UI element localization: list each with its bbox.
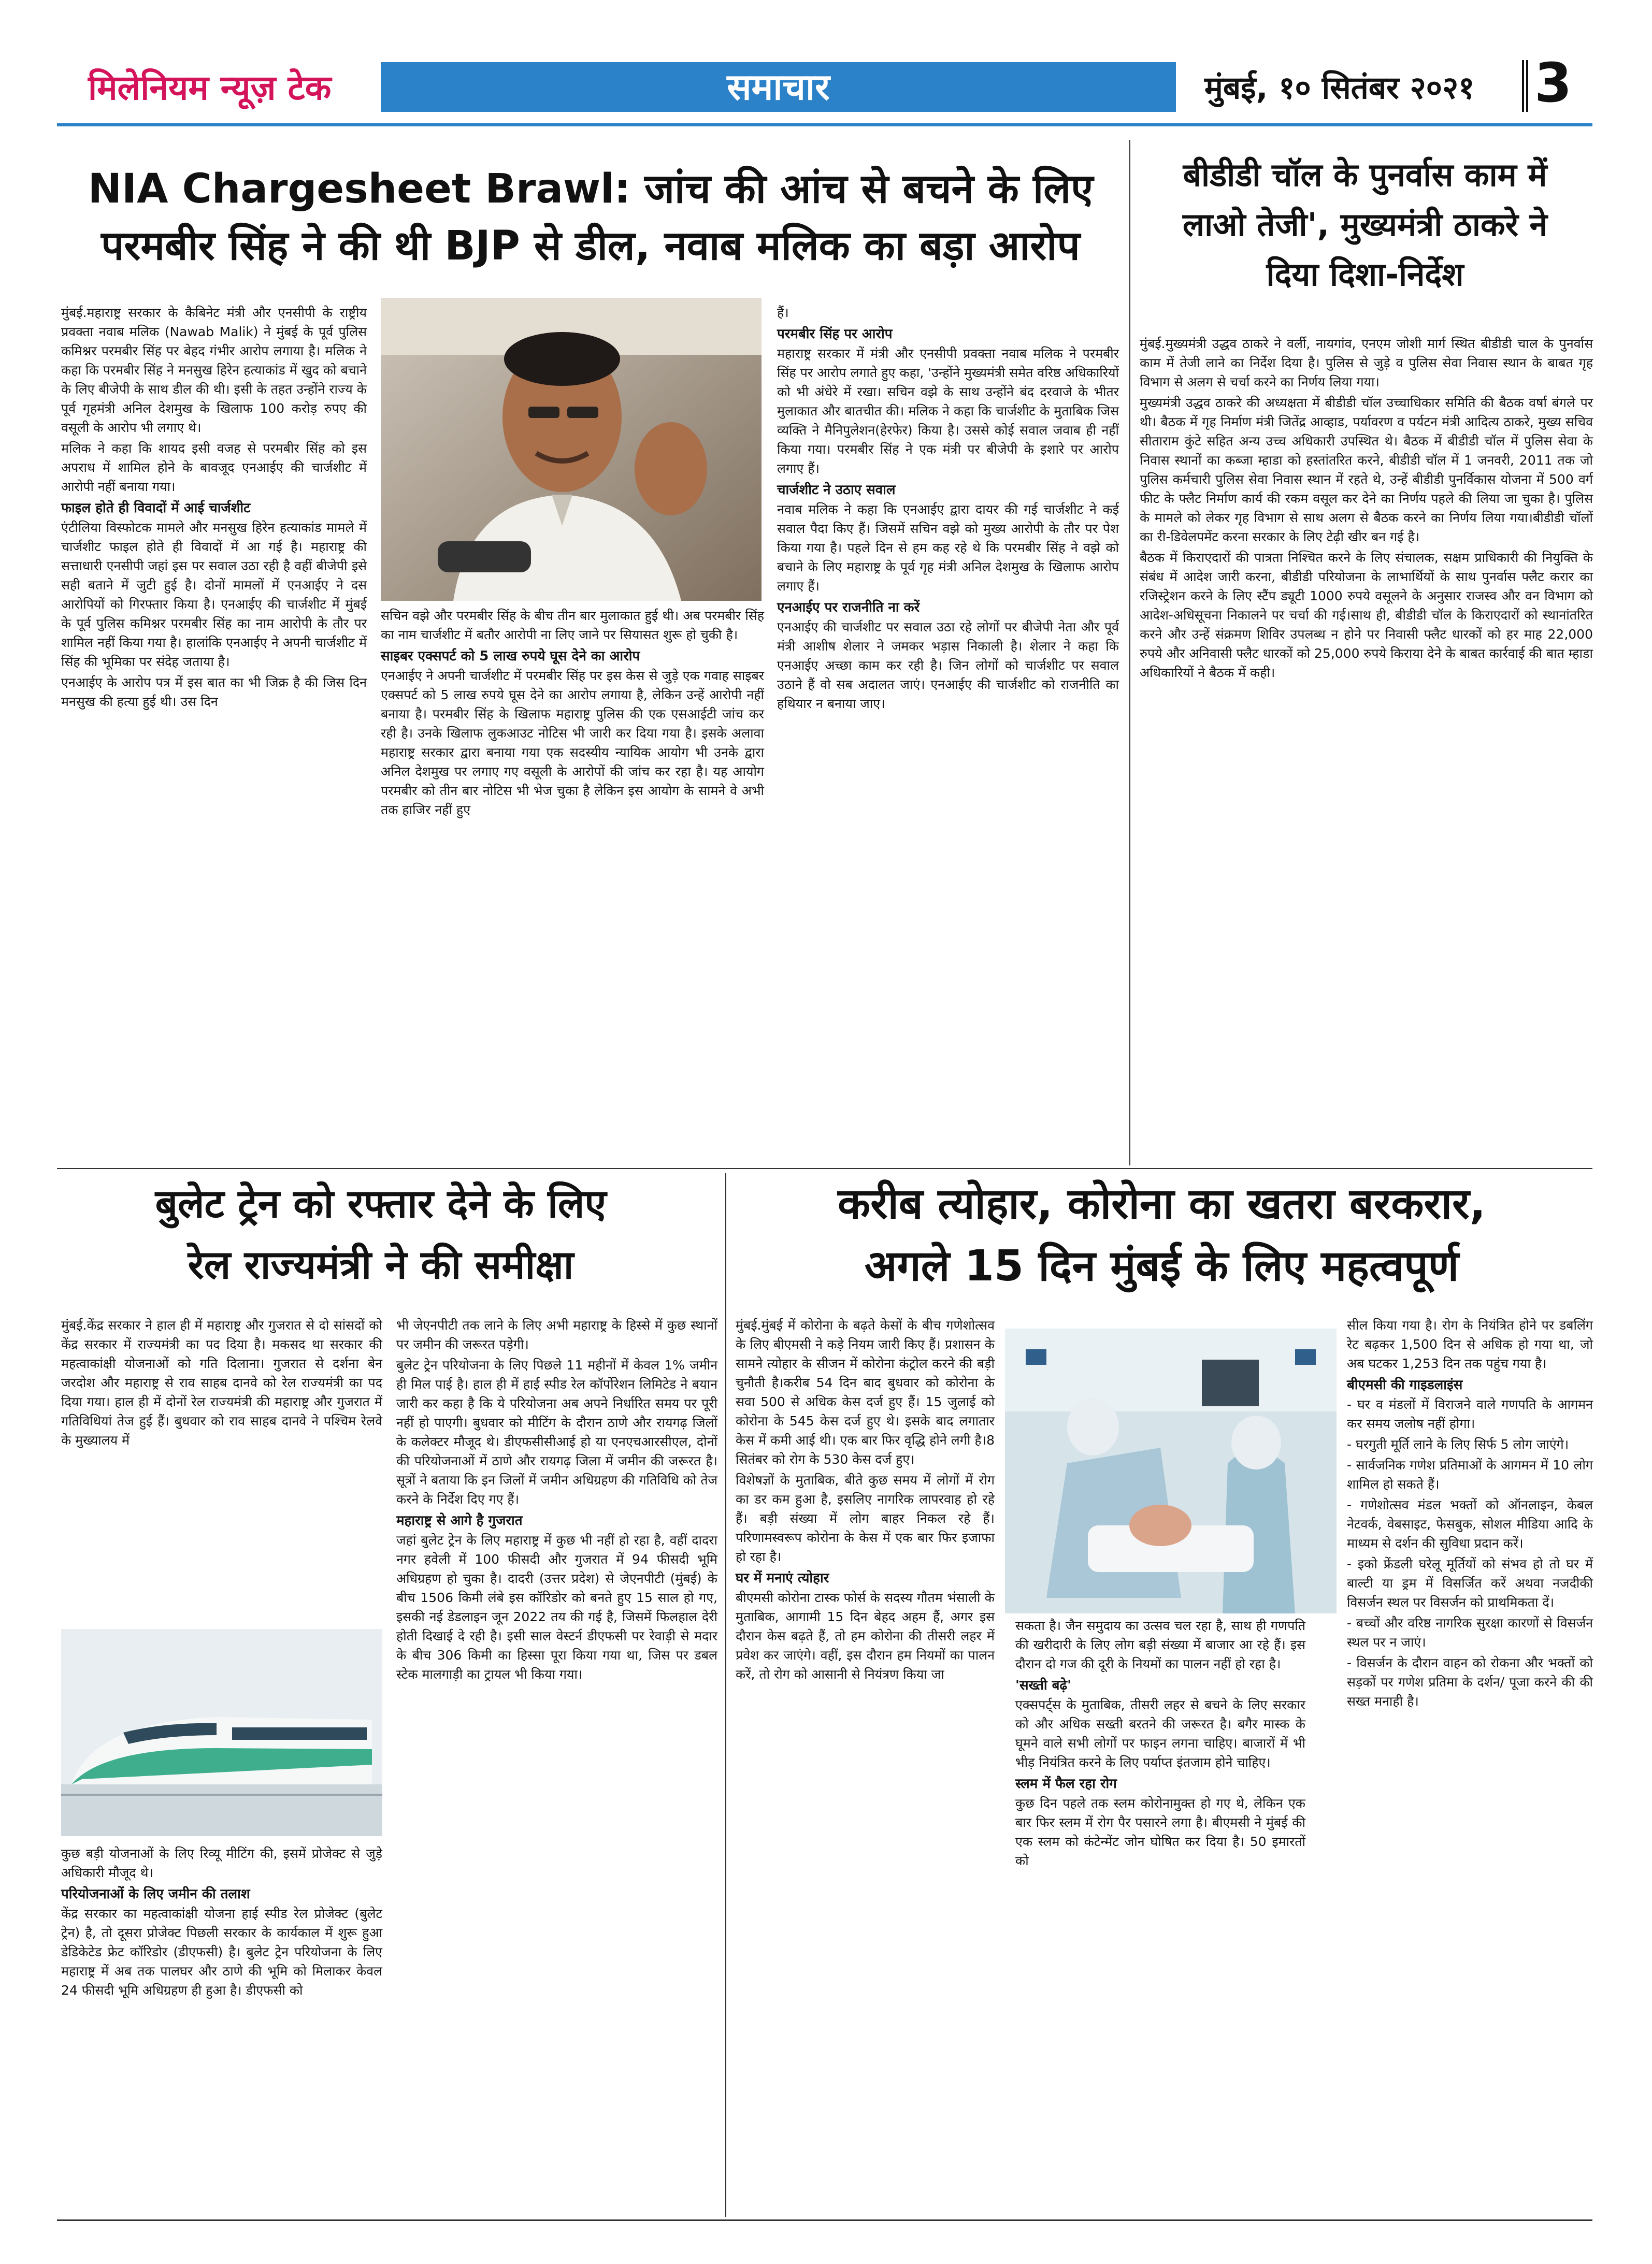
story2-headline-line1: बीडीडी चॉल के पुनर्वास काम में xyxy=(1183,156,1547,194)
masthead-rule xyxy=(57,123,1592,126)
story1-headline-line2: परमबीर सिंह ने की थी BJP से डील, नवाब मलिक का बड़ा आरोप xyxy=(101,223,1080,269)
story3-headline xyxy=(57,1173,705,1295)
guideline-item: - बच्चों और वरिष्ठ नागरिक सुरक्षा कारणों से विसर्जन स्थल पर न जाएं। xyxy=(1347,1616,1593,1650)
bottom-rule xyxy=(57,2219,1592,2221)
story1-col3 xyxy=(777,303,1119,715)
nawab-malik-photo xyxy=(381,298,762,601)
story1-col1 xyxy=(61,303,367,713)
story2-headline xyxy=(1137,150,1593,299)
subheading: फाइल होते ही विवादों में आई चार्जशीट xyxy=(61,500,251,516)
guideline-item: - इको फ्रेंडली घरेलू मूर्तियों को संभव हो तो घर में बाल्टी या ड्रम में विसर्जित करें अथवा नजदीकी विसर्जन स्थल पर विसर्जन को प्राथमिकता दें। xyxy=(1347,1556,1593,1610)
section-banner xyxy=(381,62,1176,112)
paragraph: मुंबई.मुंबई में कोरोना के बढ़ते केसों के बीच गणेशोत्सव के लिए बीएमसी ने कड़े नियम जारी किए हैं। प्रशासन के सामने त्योहार के सीजन में कोरोना कंट्रोल करने की बड़ी चुनौती है।करीब 54 दिन बाद बुधवार को कोरोना के सवा 500 से अधिक केस दर्ज हुए हैं। 15 जुलाई को कोरोना के 545 केस दर्ज हुए थे। इसके बाद लगातार केस में कमी आई थी। एक बार फिर वृद्धि होने लगी है।8 सितंबर को रोग के 530 केस दर्ज हुए। xyxy=(736,1318,995,1467)
paragraph: महाराष्ट्र सरकार में मंत्री और एनसीपी प्रवक्ता नवाब मलिक ने परमबीर सिंह पर आरोप लगाते हुए कहा, 'उन्होंने मुख्यमंत्री समेत वरिष्ठ अधिकारियों को भी अंधेरे में रखा। सचिन वझे के साथ उन्होंने बंद दरवाजे के भीतर मुलाकात और बातचीत की। मलिक ने कहा कि चार्जशीट के मुताबिक जिस व्यक्ति ने मैनिपुलेशन(हेरफेर) किया है। उससे कोई सवाल जवाब ही नहीं किया गया। परमबीर सिंह ने एक मंत्री पर बीजेपी के इशारे पर आरोप लगाए हैं। xyxy=(777,346,1119,476)
story4-headline-line2: अगले 15 दिन मुंबई के लिए महत्वपूर्ण xyxy=(864,1242,1459,1291)
paragraph: एनआईए के आरोप पत्र में इस बात का भी जिक्र है की जिस दिन मनसुख की हत्या हुई थी। उस दिन xyxy=(61,675,367,709)
subheading: एनआईए पर राजनीति ना करें xyxy=(777,600,920,615)
paragraph: जहां बुलेट ट्रेन के लिए महाराष्ट्र में कुछ भी नहीं हो रहा है, वहीं दादरा नगर हवेली में 100 फीसदी और गुजरात में 94 फीसदी भूमि अधिग्रहण हो चुका है। दादरी (उत्तर प्रदेश) से जेएनपीटी (मुंबई) के बीच 1506 किमी लंबे इस कॉरिडोर को बनते हुए 15 साल हो गए, इसकी नई डेडलाइन जून 2022 तय की गई है, जिसमें फिलहाल देरी होती दिखाई दे रही है। इसी साल वेस्टर्न डीएफसी पर रेवाड़ी से मदार के बीच 306 किमी का हिस्सा पूरा किया गया था, जिस पर डबल स्टेक मालगाड़ी का ट्रायल भी किया गया। xyxy=(396,1533,717,1682)
hospital-ward-image xyxy=(1005,1329,1337,1613)
story2-body xyxy=(1140,334,1593,684)
subheading: बीएमसी की गाइडलाइंस xyxy=(1347,1377,1463,1393)
paragraph: एक्सपर्ट्स के मुताबिक, तीसरी लहर से बचने के लिए सरकार को और अधिक सख्ती बरतने की जरूरत है। बगैर मास्क के घूमने वाले सभी लोगों पर फाइन लगना चाहिए। बाजारों में भी भीड़ नियंत्रित करने के लिए पर्याप्त इंतजाम होने चाहिए। xyxy=(1015,1697,1305,1770)
paragraph: हैं। xyxy=(777,305,789,320)
section-divider xyxy=(57,1168,1592,1169)
guideline-item: - घर व मंडलों में विराजने वाले गणपति के आगमन कर समय जलोष नहीं होगा। xyxy=(1347,1397,1593,1431)
dateline: मुंबई, १० सितंबर २०२१ xyxy=(1204,70,1475,106)
subheading: स्लम में फैल रहा रोग xyxy=(1015,1776,1117,1792)
story1-col2 xyxy=(381,606,764,821)
bullet-train-image xyxy=(61,1629,382,1836)
paragraph: भी जेएनपीटी तक लाने के लिए अभी महाराष्ट्र के हिस्से में कुछ स्थानों पर जमीन की जरूरत पड़ेगी। xyxy=(396,1318,717,1352)
story1-headline xyxy=(62,161,1119,275)
section-title: समाचार xyxy=(727,66,830,108)
paragraph: कुछ दिन पहले तक स्लम कोरोनामुक्त हो गए थे, लेकिन एक बार फिर स्लम में रोग पैर पसारने लगा है। बीएमसी ने मुंबई की एक स्लम को कंटेन्मेंट जोन घोषित कर दिया है। 50 इमारतों को xyxy=(1015,1796,1305,1868)
masthead xyxy=(57,51,1592,114)
paragraph: मुंबई.महाराष्ट्र सरकार के कैबिनेट मंत्री और एनसीपी के राष्ट्रीय प्रवक्ता नवाब मलिक (Nawab Malik) ने मुंबई के पूर्व पुलिस कमिश्नर परमबीर सिंह पर बेहद गंभीर आरोप लगाया है। मलिक ने कहा कि परमबीर सिंह ने मनसुख हिरेन हत्याकांड में खुद को बचाने के लिए बीजेपी के साथ डील की थी। इसी के तहत उन्होंने राज्य के पूर्व गृहमंत्री अनिल देशमुख के खिलाफ 100 करोड़ रुपए की वसूली के आरोप भी लगाए थे। xyxy=(61,305,367,435)
press-conference-image xyxy=(381,298,762,601)
paragraph: मुख्यमंत्री उद्धव ठाकरे की अध्यक्षता में बीडीडी चॉल उच्चाधिकार समिति की बैठक वर्षा बंगले पर थी। बैठक में गृह निर्माण मंत्री जितेंद्र आव्हाड, पर्यावरण व पर्यटन मंत्री आदित्य ठाकरे, मुख्य सचिव सीताराम कुंटे सहित अन्य उच्च अधिकारी उपस्थित थे। बैठक में बीडीडी चॉल में पुलिस सेवा के निवास स्थानों का कब्जा म्हाडा को हस्तांतरित करने, बीडीडी चॉल में 1 जनवरी, 2011 तक जो पुलिस कर्मचारी पुलिस सेवा निवास स्थान में रहते थे, उन्हें बीडीडी पुनर्विकास योजना में 500 वर्ग फीट के फ्लैट निर्माण कार्य की रकम वसूल कर देने का निर्णय पहले की लिया जा चुका है। पुलिस के मामले को लेकर गृह विभाग से साथ अलग से बैठक करने का निर्णय लिया गया।बीडीडी चॉलों का री-डिवेलपमेंट करना सरकार के लिए टेढ़ी खीर बन गई है। xyxy=(1140,395,1593,544)
paragraph: बैठक में किराएदारों की पात्रता निश्चित करने के लिए संचालक, सक्षम प्राधिकारी की नियुक्ति के संबंध में आदेश जारी करना, बीडीडी परियोजना के लाभार्थियों के साथ पुनर्वास फ्लैट करार का रजिस्ट्रेशन करने के लिए स्टैंप ड्यूटी 1000 रुपये वसूलने के अनुसार राजस्व और वन विभाग को आदेश-अधिसूचना निकालने पर चर्चा की गई।साथ ही, बीडीडी चॉल के किराएदारों को स्थानांतरित करने और उन्हें संक्रमण शिविर उपलब्ध न होने पर निवासी फ्लैट धारकों को हर माह 22,000 रुपये और अनिवासी फ्लैट धारकों को 25,000 रुपये किराया देने के बाबत कार्रवाई की बात म्हाडा अधिकारियों ने बैठक में कही। xyxy=(1140,550,1593,680)
paragraph: कुछ बड़ी योजनाओं के लिए रिव्यू मीटिंग की, इसमें प्रोजेक्ट से जुड़े अधिकारी मौजूद थे। xyxy=(61,1846,382,1880)
story4-col2 xyxy=(1015,1616,1305,1872)
paragraph: सकता है। जैन समुदाय का उत्सव चल रहा है, साथ ही गणपति की खरीदारी के लिए लोग बड़ी संख्या में बाजार आ रहे हैं। इस दौरान दो गज की दूरी के नियमों का पालन नहीं हो रहा है। xyxy=(1015,1618,1305,1671)
story4-headline-line1: करीब त्योहार, कोरोना का खतरा बरकरार, xyxy=(838,1179,1486,1229)
column-divider xyxy=(725,1173,726,2217)
brand-name: मिलेनियम न्यूज़ टेक xyxy=(88,67,332,108)
story2-headline-line2: लाओ तेजी', मुख्यमंत्री ठाकरे ने xyxy=(1183,206,1547,243)
story3-headline-line2: रेल राज्यमंत्री ने की समीक्षा xyxy=(188,1242,574,1288)
guideline-list xyxy=(1347,1395,1593,1711)
paragraph: सील किया गया है। रोग के नियंत्रित होने पर डबलिंग रेट बढ़कर 1,500 दिन से अधिक हो गया था, जो अब घटकर 1,253 दिन तक पहुंच गया है। xyxy=(1347,1318,1593,1371)
page-number: 3 xyxy=(1534,51,1572,114)
subheading: परमबीर सिंह पर आरोप xyxy=(777,326,893,342)
paragraph: मलिक ने कहा कि शायद इसी वजह से परमबीर सिंह को इस अपराध में शामिल होने के बावजूद एनआईए की चार्जशीट में आरोपी नहीं बनाया गया। xyxy=(61,441,367,494)
paragraph: एनआईए की चार्जशीट पर सवाल उठा रहे लोगों पर बीजेपी नेता और पूर्व मंत्री आशीष शेलार ने जमकर भड़ास निकाली है। शेलार ने कहा कि एनआईए अच्छा काम कर रही है। जिन लोगों को चार्जशीट पर सवाल उठाने हैं वो सब अदालत जाएं। एनआईए की चार्जशीट को राजनीति का हथियार न बनाया जाए। xyxy=(777,619,1119,711)
subheading: 'सख्ती बढ़े' xyxy=(1015,1678,1072,1693)
guideline-item: - विसर्जन के दौरान वाहन को रोकना और भक्तों को सड़कों पर गणेश प्रतिमा के दर्शन/ पूजा करने की की सख्त मनाही है। xyxy=(1347,1655,1593,1709)
hospital-ward-photo xyxy=(1005,1329,1337,1613)
story4-col3 xyxy=(1347,1316,1593,1712)
bullet-train-photo xyxy=(61,1629,382,1836)
subheading: चार्जशीट ने उठाए सवाल xyxy=(777,482,896,498)
story3-col1-bottom xyxy=(61,1844,382,2001)
paragraph: बीएमसी कोरोना टास्क फोर्स के सदस्य गौतम भंसाली के मुताबिक, आगामी 15 दिन बेहद अहम हैं, अगर इस दौरान केस बढ़ते हैं, तो हम कोरोना की तीसरी लहर में प्रवेश कर जाएंगे। वहीं, इस दौरान हम नियमों का पालन करें, तो रोग को आसानी से नियंत्रण किया जा xyxy=(736,1590,995,1682)
guideline-item: - घरगुती मूर्ति लाने के लिए सिर्फ 5 लोग जाएंगे। xyxy=(1347,1437,1569,1452)
subheading: परियोजनाओं के लिए जमीन की तलाश xyxy=(61,1886,250,1902)
column-divider xyxy=(1129,140,1130,1165)
paragraph: बुलेट ट्रेन परियोजना के लिए पिछले 11 महीनों में केवल 1% जमीन ही मिल पाई है। हाल ही में हाई स्पीड रेल कॉर्पोरेशन लिमिटेड ने बयान जारी कर कहा है कि ये परियोजना अब अपने निर्धारित समय पर पूरी नहीं हो पाएगी। बुधवार को मीटिंग के दौरान ठाणे और रायगढ़ जिलों के कलेक्टर मौजूद थे। डीएफसीसीआई हो या एनएचआरसीएल, दोनों की परियोजनाओं में ठाणे और रायगढ़ जिला में जमीन की जरूरत है। सूत्रों ने बताया कि इन जिलों में जमीन अधिग्रहण की गतिविधि को तेज करने के निर्देश दिए गए हैं। xyxy=(396,1358,717,1507)
story1-headline-line1: NIA Chargesheet Brawl: जांच की आंच से बचने के लिए xyxy=(88,166,1094,212)
paragraph: एनआईए ने अपनी चार्जशीट में परमबीर सिंह पर इस केस से जुड़े एक गवाह साइबर एक्सपर्ट को 5 लाख रुपये घूस देने का आरोप लगाया है, लेकिन उन्हें आरोपी नहीं बनाया है। परमबीर सिंह के खिलाफ महाराष्ट्र पुलिस की एक एसआईटी जांच कर रही है। उनके खिलाफ लुकआउट नोटिस भी जारी कर दिया गया है। इसके अलावा महाराष्ट्र सरकार द्वारा बनाया गया एक सदस्यीय न्यायिक आयोग भी उनके द्वारा अनिल देशमुख पर लगाए गए वसूली के आरोपों की जांच कर रहा है। यह आयोग परमबीर को तीन बार नोटिस भी भेज चुका है लेकिन इस आयोग के सामने वे अभी तक हाजिर नहीं हुए xyxy=(381,668,764,817)
paragraph: मुंबई.मुख्यमंत्री उद्धव ठाकरे ने वर्ली, नायगांव, एनएम जोशी मार्ग स्थित बीडीडी चाल के पुनर्वास काम में तेजी लाने का निर्देश दिया है। पुलिस से जुड़े व पुलिस सेवा निवास स्थान के बाबत गृह विभाग से अलग से चर्चा करने का निर्णय लिया गया। xyxy=(1140,336,1593,390)
story3-headline-line1: बुलेट ट्रेन को रफ्तार देने के लिए xyxy=(155,1180,607,1227)
paragraph: एंटीलिया विस्फोटक मामले और मनसुख हिरेन हत्याकांड मामले में चार्जशीट फाइल होते ही विवादों में आ गई है। महाराष्ट्र की सत्ताधारी एनसीपी जहां इस पर सवाल उठा रही है वहीं बीजेपी इसे सही बताने में जुटी हुई है। दोनों मामलों में एनआईए ने दस आरोपियों को गिरफ्तार किया है। एनआईए की चार्जशीट में मुंबई के पूर्व पुलिस कमिश्नर परमबीर सिंह का नाम आरोपी के तौर पर शामिल नहीं किया गया है। हालांकि एनआईए ने अपनी चार्जशीट में सिंह की भूमिका पर संदेह जताया है। xyxy=(61,520,367,669)
subheading: साइबर एक्सपर्ट को 5 लाख रुपये घूस देने का आरोप xyxy=(381,648,640,664)
page-number-bars xyxy=(1522,60,1528,112)
story4-headline xyxy=(730,1173,1593,1297)
story4-col1 xyxy=(736,1316,995,1685)
subheading: घर में मनाएं त्योहार xyxy=(736,1570,829,1586)
paragraph: विशेषज्ञों के मुताबिक, बीते कुछ समय में लोगों में रोग का डर कम हुआ है, इसलिए नागरिक लापरवाह हो रहे हैं। बड़ी संख्या में लोग बाहर निकल रहे हैं। परिणामस्वरूप कोरोना के केस में एक बार फिर इजाफा हो रहा है। xyxy=(736,1473,995,1564)
paragraph: नवाब मलिक ने कहा कि एनआईए द्वारा दायर की गई चार्जशीट ने कई सवाल पैदा किए हैं। जिसमें सचिन वझे को मुख्य आरोपी के तौर पर पेश किया गया है। पहले दिन से हम कह रहे थे कि परमबीर सिंह ने वझे को बचाने के लिए महाराष्ट्र के पूर्व गृह मंत्री अनिल देशमुख के खिलाफ आरोप लगाए हैं। xyxy=(777,502,1119,594)
subheading: महाराष्ट्र से आगे है गुजरात xyxy=(396,1513,523,1528)
story3-col2 xyxy=(396,1316,717,1685)
paragraph: सचिन वझे और परमबीर सिंह के बीच तीन बार मुलाकात हुई थी। अब परमबीर सिंह का नाम चार्जशीट में बतौर आरोपी ना लिए जाने पर सियासत शुरू हो चुकी है। xyxy=(381,608,764,642)
story2-headline-line3: दिया दिशा-निर्देश xyxy=(1266,255,1464,293)
paragraph: केंद्र सरकार का महत्वाकांक्षी योजना हाई स्पीड रेल प्रोजेक्ट (बुलेट ट्रेन) है, तो दूसरा प्रोजेक्ट पिछली सरकार के कार्यकाल में शुरू हुआ डेडिकेटेड फ्रेट कॉरिडोर (डीएफसी) है। बुलेट ट्रेन परियोजना के लिए महाराष्ट्र में अब तक पालघर और ठाणे की भूमि को मिलाकर केवल 24 फीसदी भूमि अधिग्रहण ही हुआ है। डीएफसी को xyxy=(61,1906,382,1998)
guideline-item: - सार्वजनिक गणेश प्रतिमाओं के आगमन में 10 लोग शामिल हो सकते हैं। xyxy=(1347,1458,1593,1492)
guideline-item: - गणेशोत्सव मंडल भक्तों को ऑनलाइन, केबल नेटवर्क, वेबसाइट, फेसबुक, सोशल मीडिया आदि के माध्यम से दर्शन की सुविधा प्रदान करें। xyxy=(1347,1497,1593,1551)
story3-col1-top xyxy=(61,1316,382,1451)
paragraph: मुंबई.केंद्र सरकार ने हाल ही में महाराष्ट्र और गुजरात से दो सांसदों को केंद्र सरकार में राज्यमंत्री का पद दिया है। मकसद था सरकार की महत्वाकांक्षी योजनाओं को गति दिलाना। गुजरात से दर्शना बेन जरदोश और महाराष्ट्र से राव साहब दानवे को रेल राज्यमंत्री का पद दिया गया। हाल ही में दोनों रेल राज्यमंत्री की महाराष्ट्र और गुजरात में गतिविधियां तेज हुई हैं। बुधवार को राव साहब दानवे ने पश्चिम रेलवे के मुख्यालय में xyxy=(61,1318,382,1448)
